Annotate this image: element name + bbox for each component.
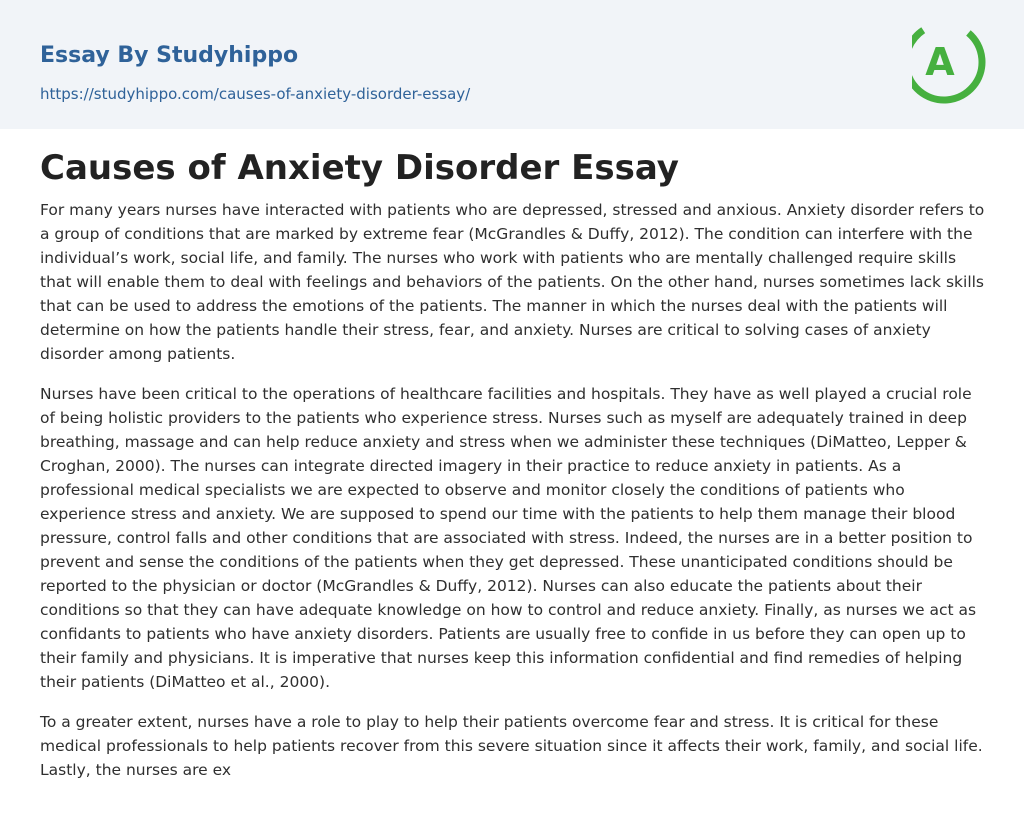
studyhippo-logo-icon[interactable] [912,19,986,105]
essay-paragraph-2: Nurses have been critical to the operations of healthcare facilities and hospitals. They have as well played a crucial role of being holistic providers to the patients who experience stress. Nurses such as myself are adequately trained in deep breathing, massage and can help reduce anxiety and stress when we administer these techniques (DiMatteo, Lepper & Croghan, 2000). The nurses can integrate directed imagery in their practice to reduce anxiety in patients. As a professional medical specialists we are expected to observe and monitor closely the conditions of patients who experience stress and anxiety. We are supposed to spend our time with the patients to help them manage their blood pressure, control falls and other conditions that are associated with stress. Indeed, the nurses are in a better position to prevent and sense the conditions of the patients when they get depressed. These unanticipated conditions should be reported to the physician or doctor (McGrandles & Duffy, 2012). Nurses can also educate the patients about their conditions so that they can have adequate knowledge on how to control and reduce anxiety. Finally, as nurses we act as confidants to patients who have anxiety disorders. Patients are usually free to confide in us before they can open up to their family and physicians. It is imperative that nurses keep this information confidential and find remedies of helping their patients (DiMatteo et al., 2000). [40,385,977,691]
essay-paragraph-1: For many years nurses have interacted with patients who are depressed, stressed and anxious. Anxiety disorder refers to a group of conditions that are marked by extreme fear (McGrandles & Duffy, 2012). The condition can interfere with the individual’s work, social life, and family. The nurses who work with patients who are mentally challenged require skills that will enable them to deal with feelings and behaviors of the patients. On the other hand, nurses sometimes lack skills that can be used to address the emotions of the patients. The manner in which the nurses deal with the patients will determine on how the patients handle their stress, fear, and anxiety. Nurses are critical to solving cases of anxiety disorder among patients. [40,201,985,363]
essay-content [40,144,986,798]
site-title[interactable]: Essay By Studyhippo [40,43,299,68]
page-header [0,0,1024,129]
logo-letter: A [925,40,955,84]
essay-title: Causes of Anxiety Disorder Essay [40,148,679,188]
essay-paragraph-3: To a greater extent, nurses have a role to play to help their patients overcome fear and stress. It is critical for these medical professionals to help patients recover from this severe situation since it affects their work, family, and social life. Lastly, the nurses are ex [40,713,983,779]
source-url-link[interactable]: https://studyhippo.com/causes-of-anxiety-disorder-essay/ [40,85,471,103]
